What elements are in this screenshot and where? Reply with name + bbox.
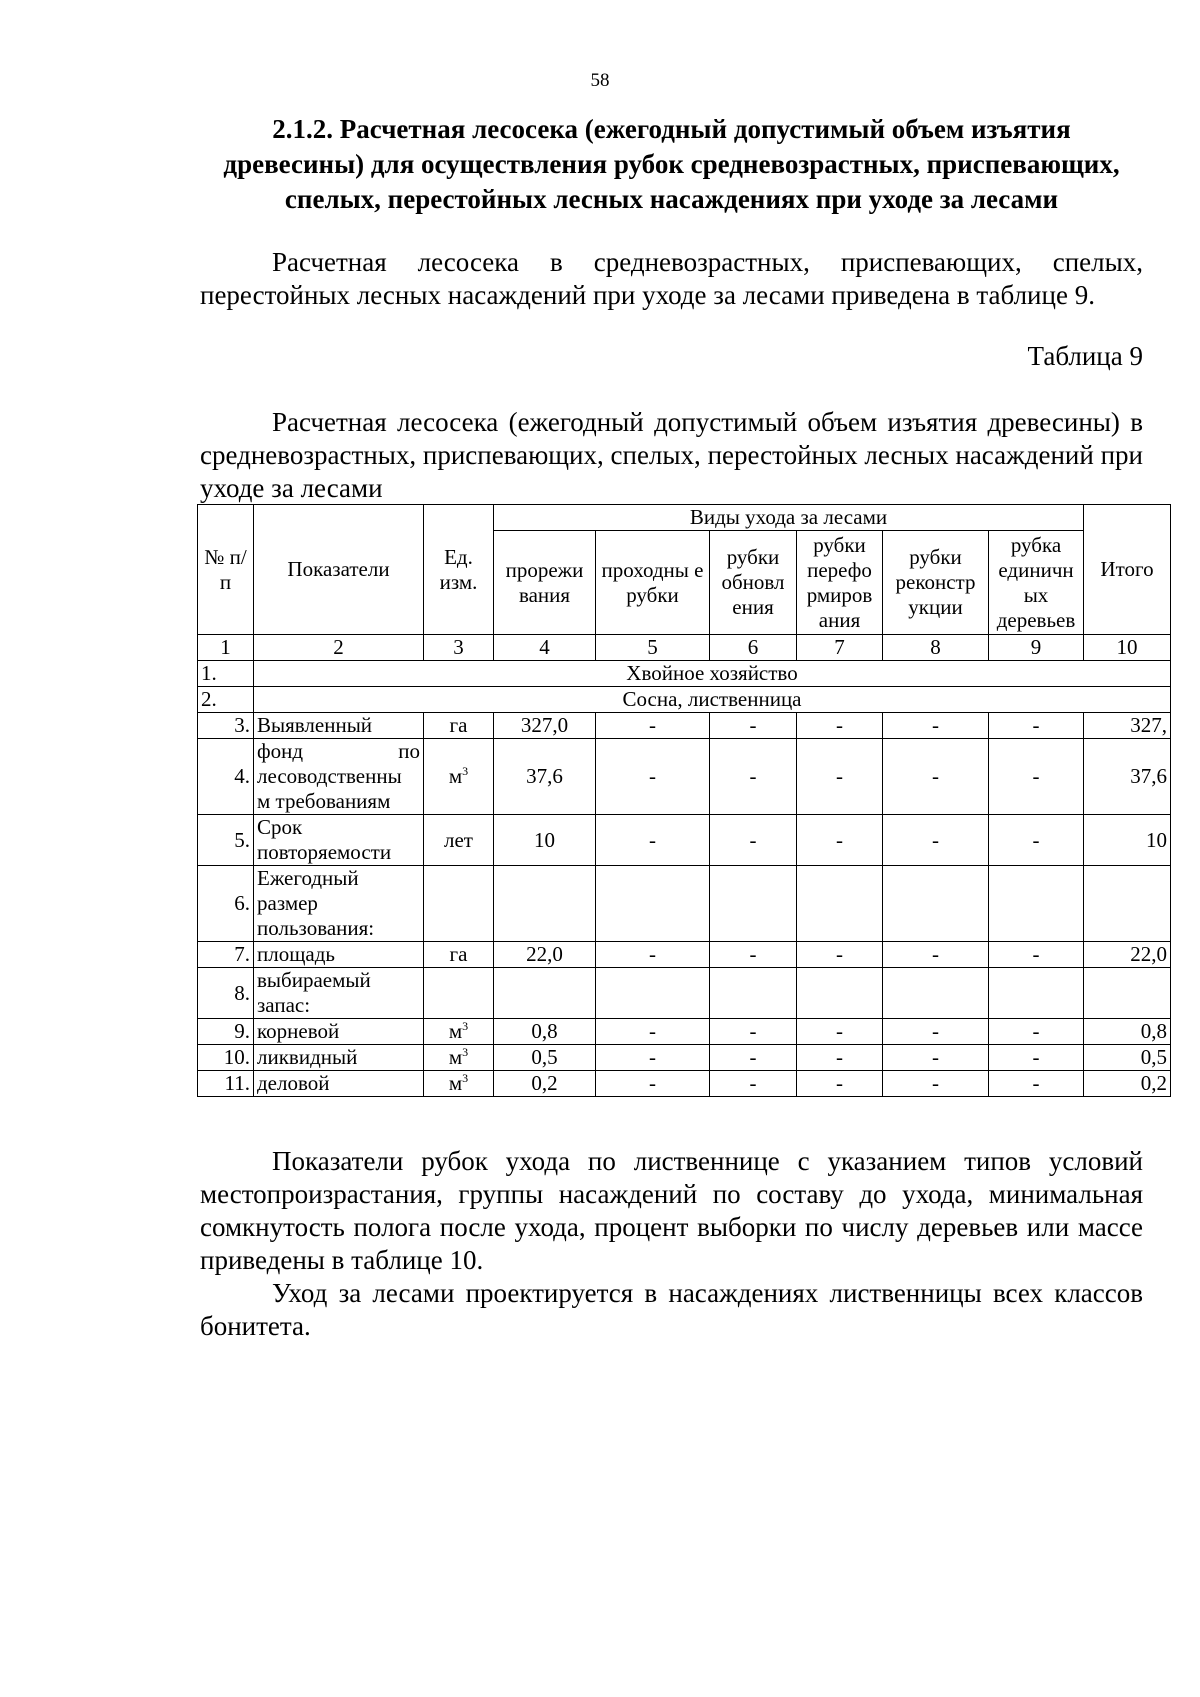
table-label: Таблица 9: [1027, 341, 1143, 371]
row-value: -: [989, 739, 1084, 815]
header-care-type: рубки обновл ения: [710, 531, 797, 635]
row-unit: [424, 942, 494, 968]
row-value: 327,0: [494, 713, 596, 739]
table-row: [198, 942, 1171, 968]
row-value: [797, 968, 883, 1019]
row-num: 11.: [198, 1071, 254, 1097]
row-value: 0,5: [494, 1045, 596, 1071]
row-value: -: [797, 1019, 883, 1045]
header-care-types-group: Виды ухода за лесами: [494, 505, 1084, 531]
row-unit: [424, 1045, 494, 1071]
paragraph-after-table: Показатели рубок ухода по лиственнице с указанием типов условий местопроизрастания, группы насаждений по составу до ухода, минимальная сомкнутость полога после ухода, процент выборки по числу деревьев или массе приведены в таблице 10.: [200, 1146, 1143, 1275]
row-value: -: [883, 1045, 989, 1071]
row-value: [494, 968, 596, 1019]
row-value: [797, 866, 883, 942]
row-indicator: ликвидный: [254, 1045, 424, 1071]
row-value: -: [797, 1071, 883, 1097]
table-row: [198, 713, 1171, 739]
row-value: -: [596, 1071, 710, 1097]
row-value: -: [596, 1045, 710, 1071]
header-care-type: рубка единичн ых деревьев: [989, 531, 1084, 635]
row-value: -: [710, 1045, 797, 1071]
header-indicator: Показатели: [254, 505, 424, 635]
row-indicator: корневой: [254, 1019, 424, 1045]
row-num: 2.: [198, 687, 254, 713]
row-unit: [424, 1019, 494, 1045]
row-value: -: [797, 1045, 883, 1071]
column-number: 10: [1084, 635, 1171, 661]
row-value: -: [883, 713, 989, 739]
row-unit: [424, 968, 494, 1019]
row-value: -: [883, 942, 989, 968]
row-total: [1084, 866, 1171, 942]
row-indicator: деловой: [254, 1071, 424, 1097]
row-unit: [424, 866, 494, 942]
table-row: [198, 866, 1171, 942]
row-indicator: Ежегодный размер пользования:: [254, 866, 424, 942]
column-number: 4: [494, 635, 596, 661]
row-value: 10: [494, 815, 596, 866]
unit-superscript: 3: [462, 764, 469, 778]
page-number: 58: [590, 70, 610, 91]
row-value: -: [989, 713, 1084, 739]
row-value: [596, 866, 710, 942]
row-num: 10.: [198, 1045, 254, 1071]
row-num: 4.: [198, 739, 254, 815]
column-number: 2: [254, 635, 424, 661]
row-num: 1.: [198, 661, 254, 687]
row-value: -: [989, 815, 1084, 866]
row-indicator: выбираемый запас:: [254, 968, 424, 1019]
unit-text: м: [448, 1045, 463, 1069]
row-value: -: [596, 713, 710, 739]
row-value: [710, 968, 797, 1019]
row-value: -: [710, 713, 797, 739]
row-value: -: [710, 739, 797, 815]
unit-text: м: [448, 1071, 463, 1095]
row-value: -: [596, 942, 710, 968]
row-value: -: [989, 942, 1084, 968]
row-value: [494, 866, 596, 942]
column-number: 3: [424, 635, 494, 661]
section-title: Хвойное хозяйство: [254, 661, 1171, 687]
table-row: [198, 1045, 1171, 1071]
unit-text: га: [449, 713, 468, 737]
table-row: [198, 815, 1171, 866]
row-value: -: [989, 1019, 1084, 1045]
row-value: -: [797, 713, 883, 739]
row-num: 6.: [198, 866, 254, 942]
header-care-type: рубки реконстр укции: [883, 531, 989, 635]
row-value: -: [596, 739, 710, 815]
row-value: -: [710, 1071, 797, 1097]
row-indicator: Выявленный: [254, 713, 424, 739]
row-indicator: Срок повторяемости: [254, 815, 424, 866]
row-total: 0,8: [1084, 1019, 1171, 1045]
row-total: 327,: [1084, 713, 1171, 739]
header-num: № п/п: [198, 505, 254, 635]
column-number: 9: [989, 635, 1084, 661]
row-num: 9.: [198, 1019, 254, 1045]
row-value: 0,8: [494, 1019, 596, 1045]
row-num: 8.: [198, 968, 254, 1019]
unit-text: м: [448, 764, 463, 788]
header-total: Итого: [1084, 505, 1171, 635]
unit-superscript: 3: [462, 1045, 469, 1059]
section-row: [198, 661, 1171, 687]
row-value: -: [710, 815, 797, 866]
section-heading: 2.1.2. Расчетная лесосека (ежегодный допустимый объем изъятия древесины) для осуществления рубок средневозрастных, приспевающих, спелых, перестойных лесных насаждениях при уходе за лесами: [223, 114, 1120, 214]
column-number: 1: [198, 635, 254, 661]
row-value: [989, 866, 1084, 942]
row-value: -: [883, 1071, 989, 1097]
row-total: 37,6: [1084, 739, 1171, 815]
table-row: [198, 1071, 1171, 1097]
column-number: 8: [883, 635, 989, 661]
row-num: 3.: [198, 713, 254, 739]
column-number: 7: [797, 635, 883, 661]
row-value: [989, 968, 1084, 1019]
closing-paragraph: Уход за лесами проектируется в насаждениях лиственницы всех классов бонитета.: [200, 1278, 1143, 1341]
row-num: 7.: [198, 942, 254, 968]
unit-text: м: [448, 1019, 463, 1043]
row-total: 0,5: [1084, 1045, 1171, 1071]
row-unit: [424, 713, 494, 739]
row-indicator: фонд по лесоводственны м требованиям: [254, 739, 424, 815]
row-value: -: [710, 942, 797, 968]
row-value: 22,0: [494, 942, 596, 968]
table-row: [198, 1019, 1171, 1045]
unit-text: га: [449, 942, 468, 966]
row-total: 22,0: [1084, 942, 1171, 968]
row-indicator: площадь: [254, 942, 424, 968]
row-value: -: [797, 815, 883, 866]
row-unit: [424, 739, 494, 815]
column-number: 6: [710, 635, 797, 661]
row-value: -: [596, 815, 710, 866]
unit-superscript: 3: [462, 1019, 469, 1033]
row-value: [596, 968, 710, 1019]
table-caption: Расчетная лесосека (ежегодный допустимый объем изъятия древесины) в средневозрастных, приспевающих, спелых, перестойных лесных насаждений при уходе за лесами: [200, 407, 1143, 503]
header-unit: Ед. изм.: [424, 505, 494, 635]
data-table: [197, 504, 1171, 1097]
unit-superscript: 3: [462, 1071, 469, 1085]
row-value: -: [797, 739, 883, 815]
unit-text: лет: [444, 827, 473, 852]
row-value: 0,2: [494, 1071, 596, 1097]
row-value: [710, 866, 797, 942]
table-row: [198, 968, 1171, 1019]
row-value: -: [596, 1019, 710, 1045]
row-total: 10: [1084, 815, 1171, 866]
row-value: 37,6: [494, 739, 596, 815]
row-total: [1084, 968, 1171, 1019]
header-care-type: рубки перефо рмиров ания: [797, 531, 883, 635]
row-value: -: [883, 1019, 989, 1045]
row-value: [883, 968, 989, 1019]
row-total: 0,2: [1084, 1071, 1171, 1097]
row-value: -: [797, 942, 883, 968]
header-care-type: прорежи вания: [494, 531, 596, 635]
row-value: -: [710, 1019, 797, 1045]
table-9: [197, 504, 1171, 1097]
column-number: 5: [596, 635, 710, 661]
section-row: [198, 687, 1171, 713]
row-num: 5.: [198, 815, 254, 866]
section-title: Сосна, лиственница: [254, 687, 1171, 713]
row-value: -: [989, 1045, 1084, 1071]
row-value: -: [883, 815, 989, 866]
row-value: [883, 866, 989, 942]
intro-paragraph: Расчетная лесосека в средневозрастных, приспевающих, спелых, перестойных лесных насаждений при уходе за лесами приведена в таблице 9.: [200, 247, 1143, 310]
header-care-type: проходны е рубки: [596, 531, 710, 635]
row-value: -: [883, 739, 989, 815]
row-unit: [424, 1071, 494, 1097]
row-unit: [424, 815, 494, 866]
row-value: -: [989, 1071, 1084, 1097]
table-row: [198, 739, 1171, 815]
